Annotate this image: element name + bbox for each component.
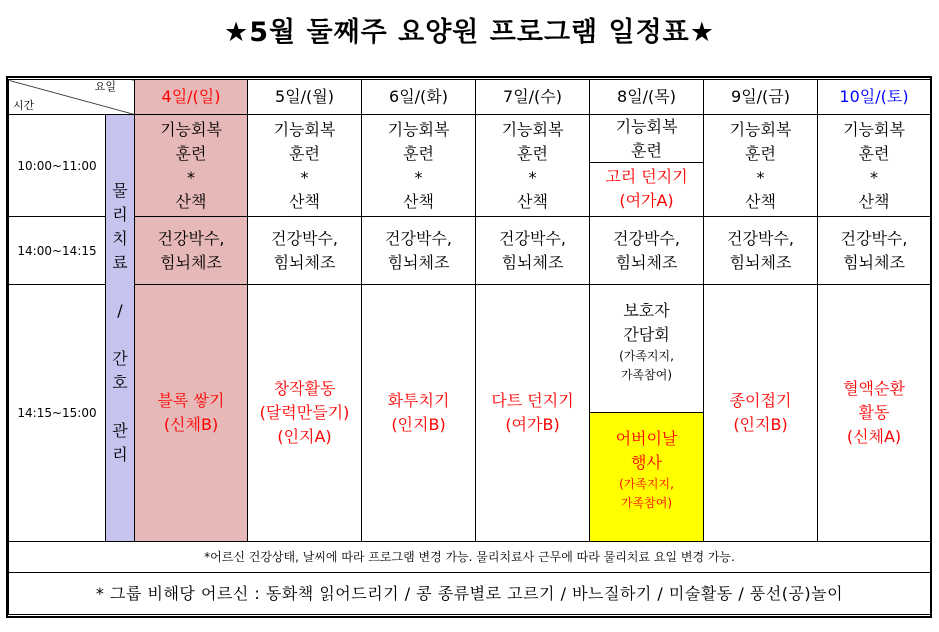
corner-time-label: 시간 xyxy=(13,99,35,112)
row-exercise xyxy=(9,217,931,285)
thu-ring-toss: 고리 던지기 xyxy=(605,167,688,186)
morning-cell-sat: 기능회복 훈련 * 산책 xyxy=(818,115,931,217)
exercise-cell-tue: 건강박수, 힘뇌체조 xyxy=(362,217,476,285)
time-cell-1: 10:00~11:00 xyxy=(9,115,106,217)
day-header-sun: 4일/(일) xyxy=(135,80,248,115)
morning-cell-wed: 기능회복 훈련 * 산책 xyxy=(476,115,590,217)
morning-cell-sun: 기능회복 훈련 * 산책 xyxy=(135,115,248,217)
thu-parents-day-event: 어버이날 행사 (가족지지, 가족참여) xyxy=(590,412,703,541)
exercise-cell-mon: 건강박수, 힘뇌체조 xyxy=(248,217,362,285)
schedule-table xyxy=(8,79,931,615)
afternoon-cell-wed: 다트 던지기 (여가B) xyxy=(476,285,590,542)
corner-cell xyxy=(9,80,135,115)
morning-cell-mon: 기능회복 훈련 * 산책 xyxy=(248,115,362,217)
row-afternoon xyxy=(9,285,931,542)
corner-day-label: 요일 xyxy=(94,80,116,93)
afternoon-cell-sun: 블록 쌓기 (신체B) xyxy=(135,285,248,542)
afternoon-cell-fri: 종이접기 (인지B) xyxy=(704,285,818,542)
time-cell-2: 14:00~14:15 xyxy=(9,217,106,285)
afternoon-cell-sat: 혈액순환 활동 (신체A) xyxy=(818,285,931,542)
day-header-sat: 10일/(토) xyxy=(818,80,931,115)
exercise-cell-thu: 건강박수, 힘뇌체조 xyxy=(590,217,704,285)
page-title: ★5월 둘째주 요양원 프로그램 일정표★ xyxy=(224,17,715,48)
afternoon-cell-thu xyxy=(590,285,704,542)
row-note-1 xyxy=(9,542,931,573)
exercise-cell-wed: 건강박수, 힘뇌체조 xyxy=(476,217,590,285)
exercise-cell-fri: 건강박수, 힘뇌체조 xyxy=(704,217,818,285)
afternoon-cell-tue: 화투치기 (인지B) xyxy=(362,285,476,542)
day-header-thu: 8일/(목) xyxy=(590,80,704,115)
exercise-cell-sat: 건강박수, 힘뇌체조 xyxy=(818,217,931,285)
morning-cell-tue: 기능회복 훈련 * 산책 xyxy=(362,115,476,217)
afternoon-cell-mon: 창작활동 (달력만들기) (인지A) xyxy=(248,285,362,542)
day-header-mon: 5일/(월) xyxy=(248,80,362,115)
header-row xyxy=(9,80,931,115)
morning-cell-thu: 기능회복 훈련 고리 던지기 (여가A) xyxy=(590,115,704,217)
day-header-fri: 9일/(금) xyxy=(704,80,818,115)
time-cell-3: 14:15~15:00 xyxy=(9,285,106,542)
thu-ring-toss-tag: (여가A) xyxy=(619,191,674,210)
day-header-wed: 7일/(수) xyxy=(476,80,590,115)
row-morning xyxy=(9,115,931,217)
row-note-2 xyxy=(9,573,931,615)
side-label-cell: 물 리 치 료 / 간 호 관 리 xyxy=(106,115,135,542)
note-schedule-change: *어르신 건강상태, 날씨에 따라 프로그램 변경 가능. 물리치료사 근무에 따라 물리치료 요일 변경 가능. xyxy=(9,542,931,573)
morning-cell-fri: 기능회복 훈련 * 산책 xyxy=(704,115,818,217)
note-non-group-activities: * 그룹 비해당 어르신 : 동화책 읽어드리기 / 콩 종류별로 고르기 / 바느질하기 / 미술활동 / 풍선(공)놀이 xyxy=(9,573,931,615)
exercise-cell-sun: 건강박수, 힘뇌체조 xyxy=(135,217,248,285)
day-header-tue: 6일/(화) xyxy=(362,80,476,115)
thu-guardian-meeting: 보호자 간담회 (가족지지, 가족참여) xyxy=(619,301,674,382)
